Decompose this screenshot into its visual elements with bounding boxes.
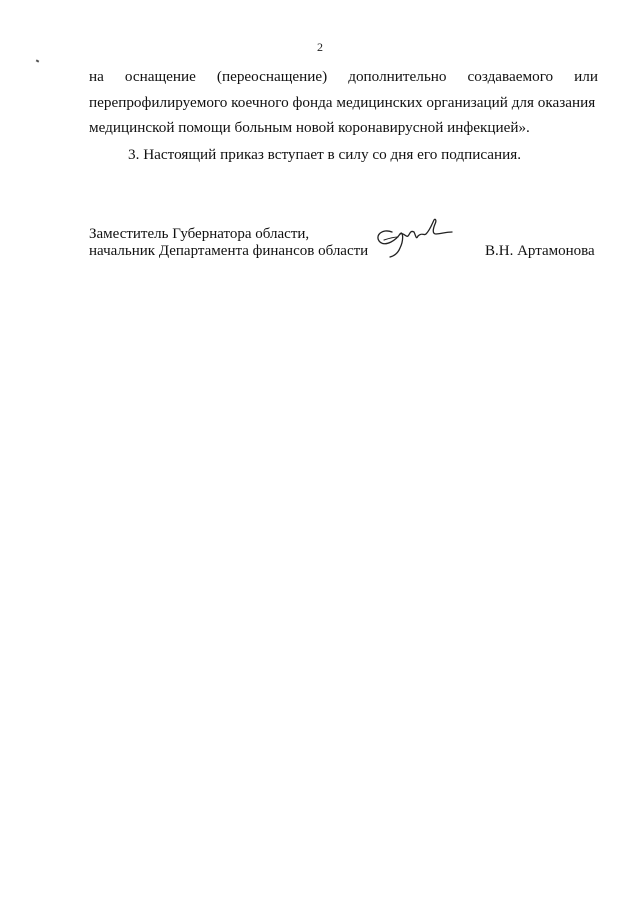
signer-title-line-1: Заместитель Губернатора области, <box>89 226 310 242</box>
word: оснащение <box>124 68 196 85</box>
word: или <box>574 68 598 85</box>
paragraph-line-3: медицинской помощи больным новой коронавирусной инфекцией». <box>89 119 530 136</box>
paragraph-line-2: перепрофилируемого коечного фонда медицинских организаций для оказания <box>89 94 596 111</box>
handwritten-signature <box>370 210 454 260</box>
signer-title-line-2: начальник Департамента финансов области <box>89 243 369 259</box>
paragraph-line-1 <box>89 68 598 86</box>
word: (переоснащение) <box>216 68 328 85</box>
page-number: 2 <box>317 40 323 54</box>
word: дополнительно <box>348 68 447 85</box>
signer-name: В.Н. Артамонова <box>485 243 595 259</box>
scan-speck <box>36 59 40 62</box>
word: создаваемого <box>467 68 554 85</box>
signature-stroke-1 <box>378 231 403 257</box>
word: на <box>89 68 104 85</box>
signature-stroke-2 <box>400 219 452 237</box>
item-3-effective-date: 3. Настоящий приказ вступает в силу со дня его подписания. <box>128 146 522 163</box>
